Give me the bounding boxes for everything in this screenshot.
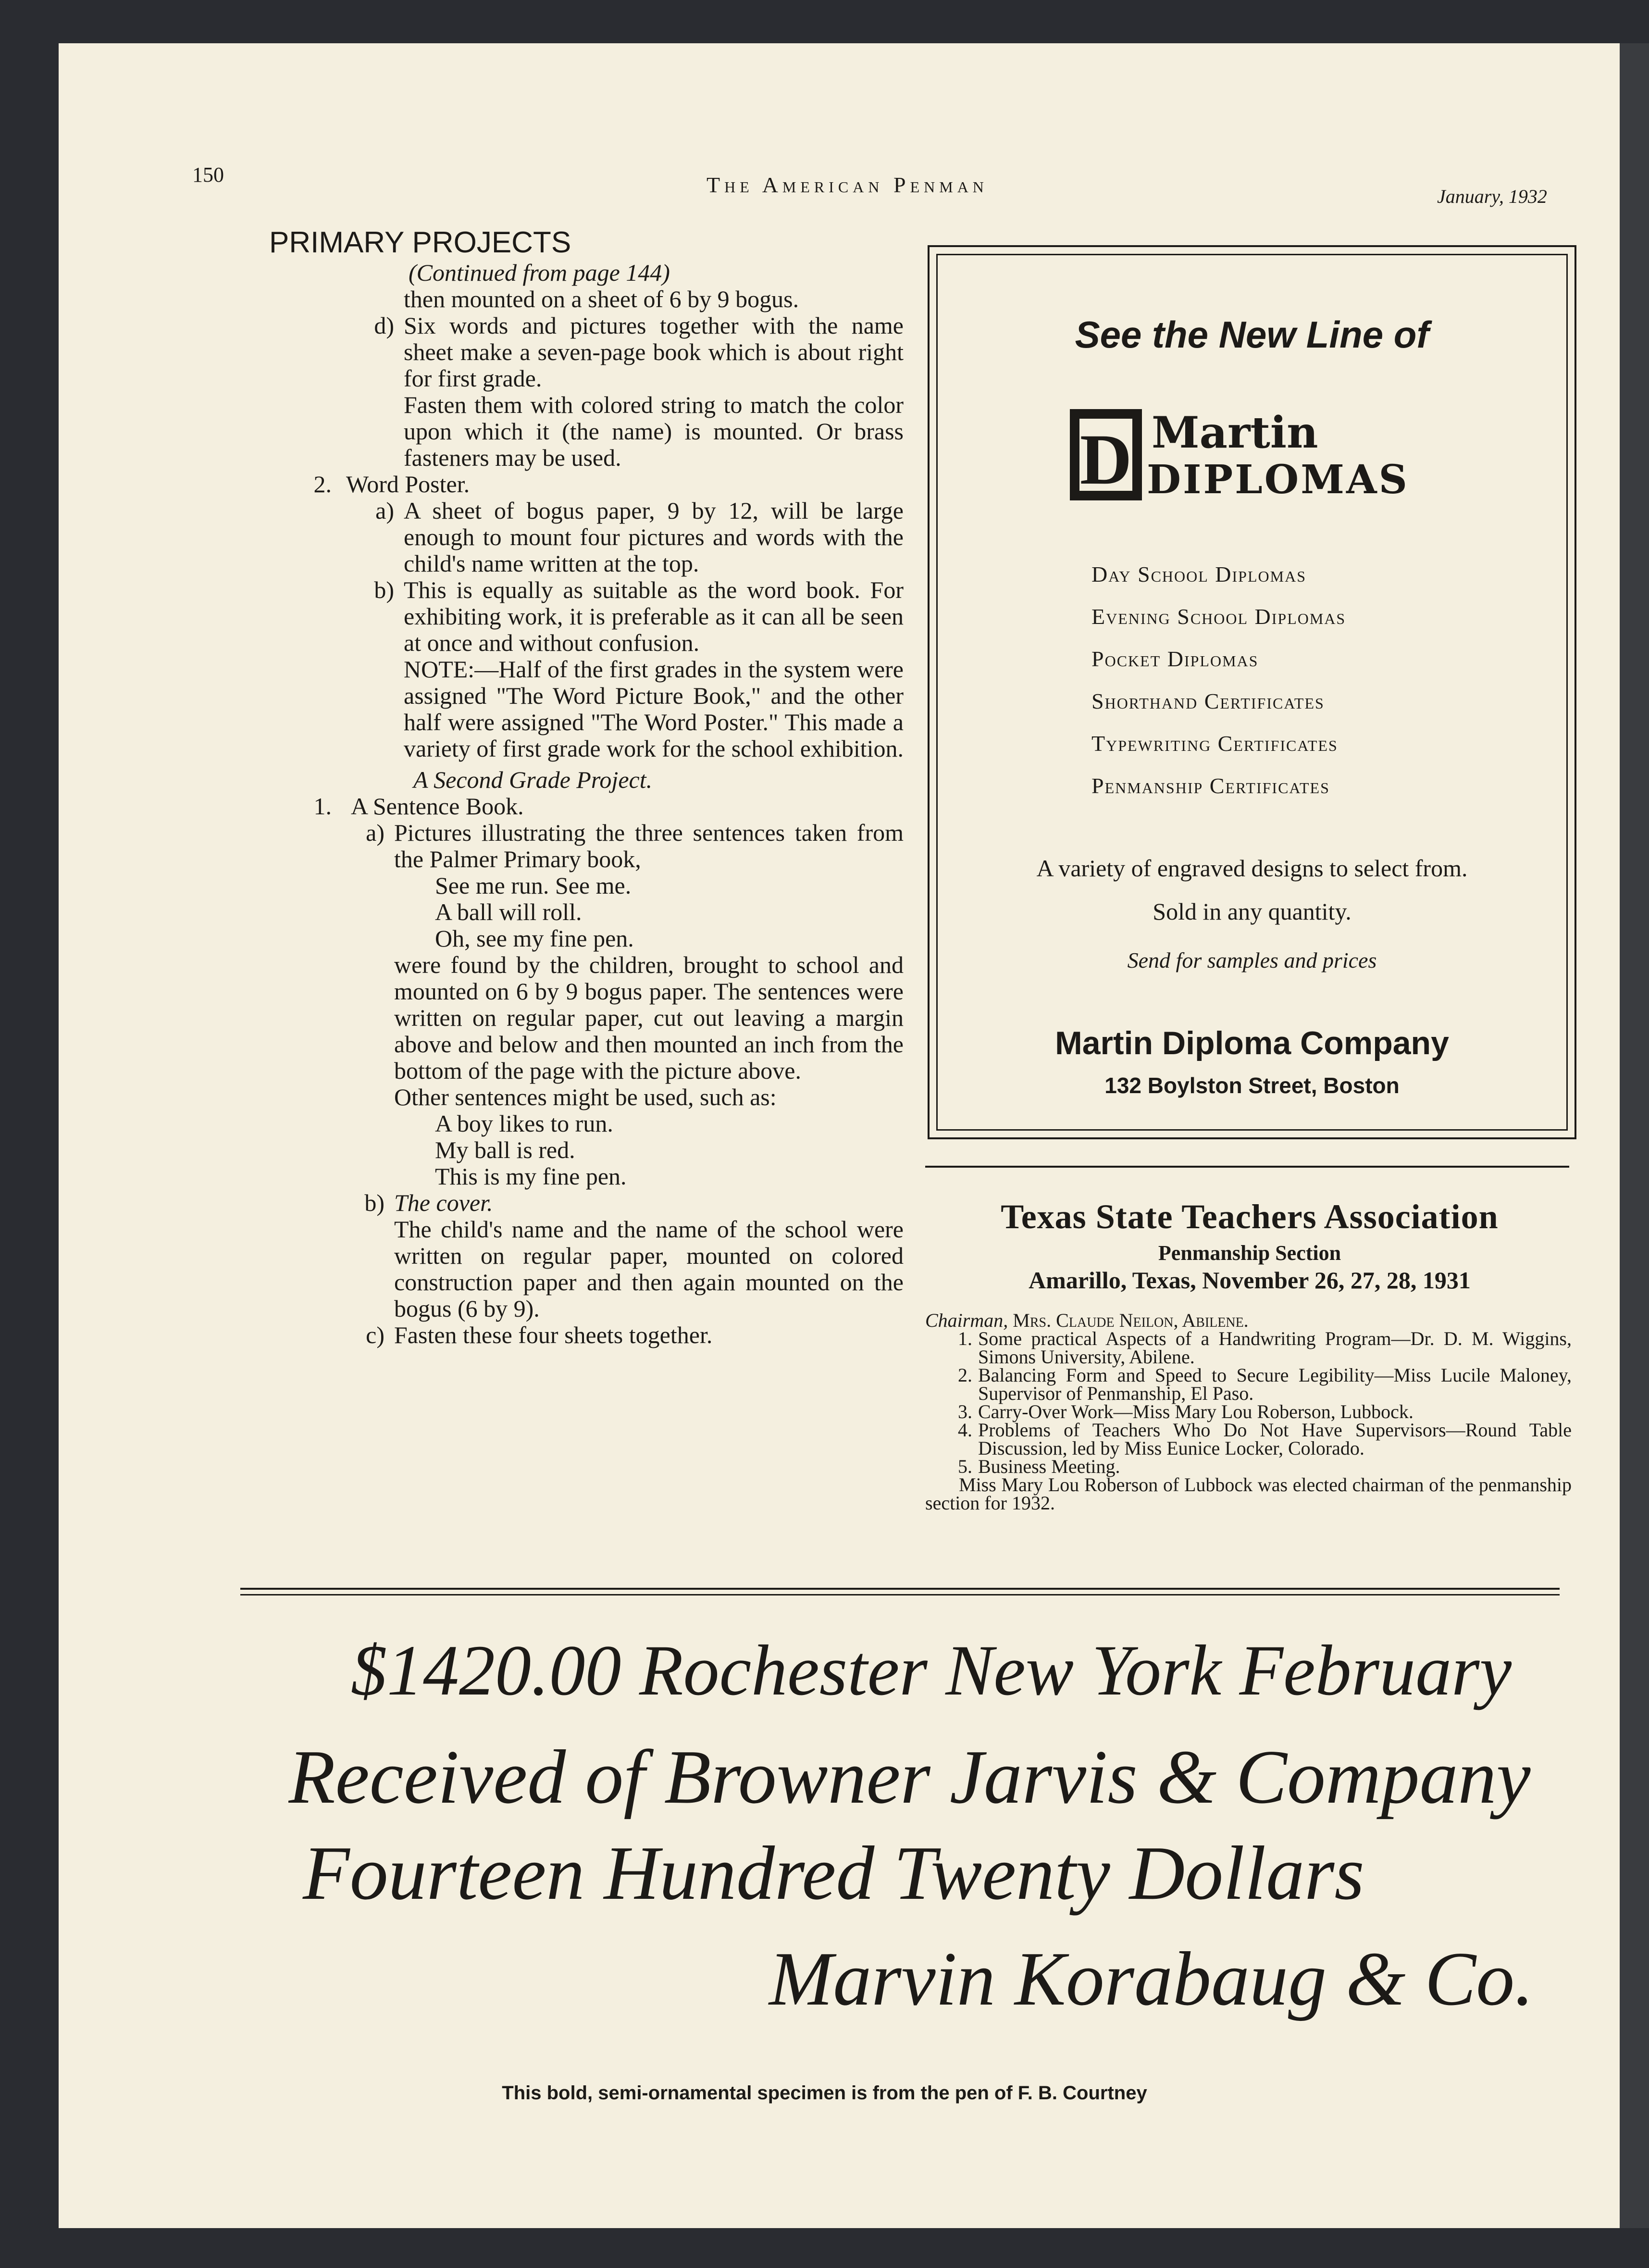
paragraph: The child's name and the name of the school were written on regular paper, mounted on colored construction paper and then again mounted on the bogus (6 by 9).: [394, 1216, 904, 1322]
logo-diplomas: DIPLOMAS: [1147, 457, 1409, 503]
sentence: My ball is red.: [435, 1136, 575, 1163]
chairman-line: Chairman, Mrs. Claude Neilon, Abilene.: [925, 1309, 1249, 1331]
program-item: 4. Problems of Teachers Who Do Not Have Supervisors—Round Table Discussion, led by Miss Eunice Locker, Colorado.: [958, 1419, 1572, 1459]
sentence: A boy likes to run.: [435, 1110, 613, 1137]
sentence: This is my fine pen.: [435, 1163, 627, 1190]
article-primary-projects: [269, 226, 904, 1348]
program-item: 3. Carry-Over Work—Miss Mary Lou Roberson, Lubbock.: [958, 1401, 1413, 1422]
logo-martin: Martin: [1152, 407, 1318, 458]
list-item-d: d) Six words and pictures together with the name sheet make a seven-page book which is about right for first grade.: [374, 312, 904, 392]
list-item-b2: b) The cover.: [364, 1189, 493, 1216]
paragraph: then mounted on a sheet of 6 by 9 bogus.: [404, 286, 799, 312]
list-item-b: b) This is equally as suitable as the word book. For exhibiting work, it is preferable as it can all be seen at once and without confusion.: [374, 576, 904, 656]
ad-send-note: Send for samples and prices: [1127, 948, 1377, 972]
continued-note: (Continued from page 144): [409, 259, 670, 286]
note-paragraph: NOTE:—Half of the first grades in the system were assigned "The Word Picture Book," and the other half were assigned "The Word Poster." This made a variety of first grade work for the school exhibition.: [404, 656, 904, 762]
penmanship-specimen: [288, 1601, 1586, 2033]
list-item: Evening School Diplomas: [1091, 604, 1346, 629]
list-item-a2: a) Pictures illustrating the three sentences taken from the Palmer Primary book,: [366, 819, 904, 872]
sentence: A ball will roll.: [435, 898, 582, 925]
paragraph: were found by the children, brought to school and mounted on 6 by 9 bogus paper. The sentences were written on regular paper, cut out leaving a margin above and below and then mounted an inch from the bottom of the page with the picture above.: [394, 951, 904, 1084]
ad-headline: See the New Line of: [1075, 313, 1429, 356]
article-title: PRIMARY PROJECTS: [269, 226, 571, 259]
martin-diplomas-logo: [1060, 399, 1445, 505]
diploma-list: [1091, 553, 1346, 807]
program-item: 5. Business Meeting.: [958, 1456, 1120, 1477]
logo-initial-d: D: [1079, 420, 1132, 499]
closing-note: Miss Mary Lou Roberson of Lubbock was elected chairman of the penmanship section for 1932.: [925, 1474, 1572, 1514]
ad-company-address: 132 Boylston Street, Boston: [1104, 1073, 1400, 1098]
list-item-2: 2. Word Poster.: [313, 471, 470, 498]
notice-dateline: Amarillo, Texas, November 26, 27, 28, 1931: [1029, 1267, 1471, 1294]
specimen-caption: This bold, semi-ornamental specimen is from the pen of F. B. Courtney: [502, 2082, 1147, 2104]
page-number: 150: [192, 163, 224, 187]
list-item: Penmanship Certificates: [1091, 773, 1330, 798]
paragraph: Other sentences might be used, such as:: [394, 1084, 777, 1110]
program-item: 2. Balancing Form and Speed to Secure Legibility—Miss Lucile Maloney, Supervisor of Penmanship, El Paso.: [958, 1364, 1572, 1404]
texas-program: [925, 1311, 1572, 1512]
binding-gutter: [1620, 43, 1649, 2228]
list-item-c: c) Fasten these four sheets together.: [366, 1321, 713, 1348]
section-heading: A Second Grade Project.: [413, 766, 653, 793]
ad-variety: A variety of engraved designs to select from. Sold in any quantity.: [1036, 855, 1468, 925]
running-title: The American Penman: [707, 173, 988, 197]
specimen-line-4: Marvin Korabaug & Co.: [769, 1936, 1534, 2021]
specimen-line-3: Fourteen Hundred Twenty Dollars: [303, 1830, 1364, 1916]
notice-title: Texas State Teachers Association: [1001, 1197, 1499, 1236]
sentence: See me run. See me.: [435, 872, 632, 899]
issue-date: January, 1932: [1437, 186, 1547, 207]
divider-bottom: [240, 1594, 1560, 1595]
martin-diplomas-ad: [928, 245, 1576, 1139]
divider-top: [240, 1588, 1560, 1590]
list-item: Pocket Diplomas: [1091, 647, 1259, 671]
list-item: Typewriting Certificates: [1091, 731, 1338, 756]
list-item: Shorthand Certificates: [1091, 689, 1325, 713]
notice-section: Penmanship Section: [1158, 1241, 1341, 1265]
list-item-a: a) A sheet of bogus paper, 9 by 12, will be large enough to mount four pictures and words with the child's name written at the top.: [375, 497, 904, 577]
ad-company-name: Martin Diploma Company: [1055, 1025, 1449, 1061]
sentence: Oh, see my fine pen.: [435, 925, 634, 952]
ad-inner-frame: [936, 254, 1568, 1131]
texas-association-notice: [923, 1197, 1576, 1294]
divider: [925, 1166, 1569, 1168]
list-item-1: 1. A Sentence Book.: [313, 793, 524, 820]
specimen-line-1: $1420.00 Rochester New York February: [351, 1631, 1512, 1710]
list-item: Day School Diplomas: [1091, 562, 1306, 586]
specimen-line-2: Received of Browner Jarvis & Company: [288, 1734, 1531, 1819]
program-item: 1. Some practical Aspects of a Handwriting Program—Dr. D. M. Wiggins, Simons University, Abilene.: [958, 1328, 1572, 1368]
paragraph: Fasten them with colored string to match the color upon which it (the name) is mounted. Or brass fasteners may be used.: [404, 391, 904, 471]
